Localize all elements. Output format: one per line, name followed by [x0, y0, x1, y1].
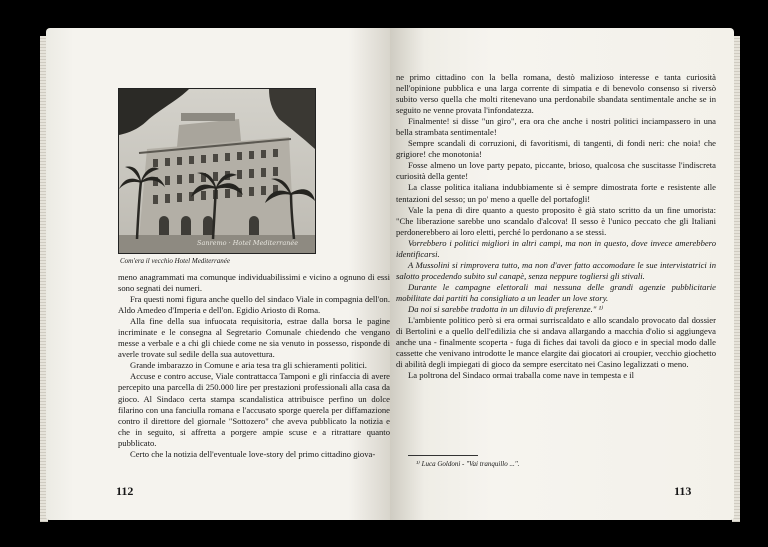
quote-paragraph: A Mussolini si rimprovera tutto, ma non d'aver fatto accomodare le sue intervistatrici in salotto procedendo subito sul canapè, senza neppure togliersi gli stivali.	[396, 259, 716, 281]
paragraph: Vale la pena di dire quanto a questo proposito è già stato scritto da un fine umorista: "Che liberazione sarebbe uno scandalo d'alcova! Il sesso è l'unico peccato che gli Italiani perdonerebbero ai loro eletti, perché lo perdonano a se stessi.	[396, 204, 716, 237]
hotel-illustration	[119, 89, 315, 253]
paragraph: Grande imbarazzo in Comune e aria tesa tra gli schieramenti politici.	[130, 360, 367, 371]
hotel-photo	[118, 88, 316, 254]
paragraph: Certo che la notizia dell'eventuale love-story del primo cittadino giova-	[130, 448, 376, 459]
footnote-rule	[408, 455, 478, 456]
left-page	[46, 28, 390, 520]
paragraph: La poltrona del Sindaco ormai traballa come nave in tempesta e il	[408, 370, 634, 381]
paragraph: meno anagrammati ma comunque individuabilissimi e vicino a ognuno di essi sono segnati dei numeri.	[118, 272, 390, 294]
paragraph: Fosse almeno un love party pepato, piccante, brioso, qualcosa che suscitasse l'indiscreta curiosità della gente!	[396, 160, 716, 182]
paragraph: La classe politica italiana indubbiamente si è sempre dimostrata forte e resistente alle tentazioni del sesso; un po' meno a quelle del portafogli!	[396, 182, 716, 204]
paragraph: L'ambiente politico però si era ormai surriscaldato e allo scandalo provocato dal dossier di Bertolini e a quello dell'edilizia che si andava allargando a macchia d'olio si aggiungeva anche una - finalmente scoperta - fuga di fiches dai tavoli da gioco e in special modo dalle cassette che venivano introdotte le mance elargite dai giocatori ai croupier, vecchio giochetto di abilità degli impiegati di gioco da sempre esercitato nei Casino legalizzati o meno.	[396, 315, 716, 370]
paragraph: Finalmente! si disse "un giro", era ora che anche i nostri politici inciampassero in una bella strambata sentimentale!	[396, 116, 716, 138]
right-page	[390, 28, 734, 520]
right-page-text	[396, 72, 716, 381]
paragraph: ne primo cittadino con la bella romana, destò malizioso interesse e tanta curiosità nell'opinione pubblica e una larga corrente di simpatia e di benevolo consenso si riversò subito verso quella che molti ritenevano una perdonabile sbandata sentimentale anche se in seguito ne venne provata l'infondatezza.	[396, 72, 716, 116]
quote-paragraph: Vorrebbero i politici migliori in altri campi, ma non in questo, dove invece amerebbero identificarsi.	[396, 237, 716, 259]
quote-paragraph: Da noi si sarebbe tradotta in un diluvio di preferenze." ¹⁾	[408, 303, 604, 314]
page-number: 112	[116, 484, 134, 498]
left-page-text	[118, 272, 390, 460]
paragraph: Accuse e contro accuse, Viale contrattacca Tamponi e gli rinfaccia di avere percepito una parcella di 250.000 lire per prestazioni professionali alla casa da gioco. Al Sindaco certa stampa scandalistica attribuisce perfino un dolce filarino con una fanciulla romana e l'accusato sporge querela per diffamazione contro il direttore del giornale "Sottozero" che aveva pubblicato la notizia e che in seguito, si affretta a porgere ampie scuse e a ritrattare quanto pubblicato.	[118, 371, 390, 448]
quote-paragraph: Durante le campagne elettorali mai nessuna delle grandi agenzie pubblicitarie mobilitate dai partiti ha consigliato a un leader un love story.	[396, 281, 716, 303]
photo-caption: Com'era il vecchio Hotel Mediterranée	[120, 257, 230, 265]
footnote: ¹⁾ Luca Goldoni - "Vai tranquillo ...".	[416, 460, 520, 468]
page-number: 113	[674, 484, 692, 498]
open-book	[40, 18, 740, 528]
paragraph: Fra questi nomi figura anche quello del sindaco Viale in compagnia dell'on. Aldo Amedeo d'Imperia e dell'on. Egidio Ariosto di Roma.	[118, 294, 390, 316]
paragraph: Alla fine della sua infuocata requisitoria, estrae dalla borsa le pagine incriminate e le consegna al Segretario Comunale chiedendo che vengano messe a verbale e a chi gli chiede come ne sia venuto in possesso, risponde di averle trovate sul sedile della sua autovettura.	[118, 316, 390, 360]
photo-inscription: Sanremo · Hotel Mediterranée	[197, 239, 299, 247]
paragraph: Sempre scandali di corruzioni, di favoritismi, di tangenti, di fondi neri: che noia! che grigiore! che monotonia!	[396, 138, 716, 160]
